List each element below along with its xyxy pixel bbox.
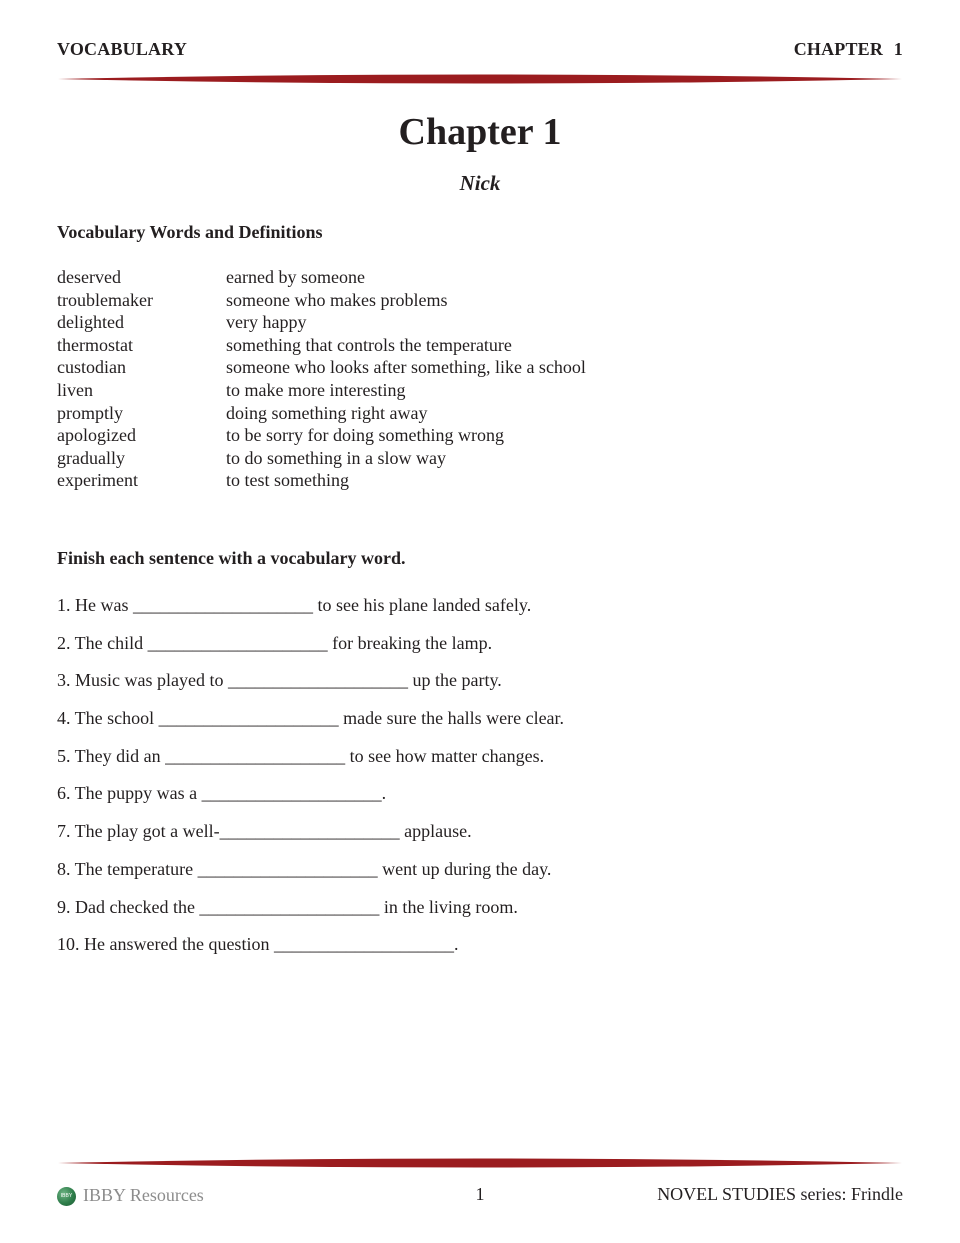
vocab-definition: to do something in a slow way [226,447,446,468]
bottom-divider [58,1156,902,1170]
vocab-heading: Vocabulary Words and Definitions [57,222,323,242]
question-item: 4. The school ____________________ made sure the halls were clear. [57,708,565,729]
question-item: 1. He was ____________________ to see his plane landed safely. [57,595,532,615]
question-item: 5. They did an ____________________ to see how matter changes. [57,745,545,766]
vocab-row [57,356,586,379]
vocab-definition: earned by someone [226,267,365,287]
vocab-row [57,424,586,447]
footer-series: NOVEL STUDIES series: Frindle [657,1184,903,1204]
vocab-list [57,266,586,492]
question-item: 3. Music was played to ____________________ up the party. [57,670,502,691]
vocab-word: thermostat [57,334,133,355]
vocab-definition: someone who looks after something, like a school [226,357,586,378]
header-section-label: VOCABULARY [57,39,188,59]
vocab-word: troublemaker [57,289,153,310]
page-title: Chapter 1 [398,111,562,153]
vocab-definition: to test something [226,470,349,491]
vocab-row [57,447,586,470]
question-list [57,593,564,970]
question-item: 9. Dad checked the ____________________ in the living room. [57,896,518,917]
page-subtitle: Nick [459,171,501,195]
vocab-word: apologized [57,425,136,446]
vocab-word: delighted [57,312,124,333]
vocab-definition: to make more interesting [226,379,406,400]
vocab-word: deserved [57,267,121,287]
vocab-row [57,334,586,357]
footer-publisher: IBBY Resources [83,1185,204,1205]
vocab-row [57,266,586,289]
question-item: 8. The temperature ____________________ went up during the day. [57,858,552,879]
vocab-definition: very happy [226,312,307,333]
vocab-definition: someone who makes problems [226,289,448,310]
question-item: 10. He answered the question ____________________. [57,934,459,955]
vocab-row [57,402,586,425]
vocab-word: gradually [57,447,125,468]
vocab-definition: something that controls the temperature [226,334,512,355]
question-item: 7. The play got a well-____________________ applause. [57,821,472,842]
vocab-definition: doing something right away [226,402,428,423]
vocab-word: custodian [57,357,126,378]
vocab-word: promptly [57,402,123,423]
vocab-row [57,289,586,312]
vocab-definition: to be sorry for doing something wrong [226,425,504,446]
page-number: 1 [475,1184,485,1204]
vocab-row [57,379,586,402]
top-divider [58,72,902,86]
question-item: 6. The puppy was a ____________________. [57,783,387,804]
vocab-word: liven [57,379,93,400]
ibby-globe-icon: IBBY [57,1187,76,1206]
question-item: 2. The child ____________________ for breaking the lamp. [57,632,493,653]
vocab-row [57,469,586,492]
header-chapter-label: CHAPTER 1 [793,39,903,59]
exercise-heading: Finish each sentence with a vocabulary word. [57,548,406,568]
vocab-word: experiment [57,470,138,491]
vocab-row [57,311,586,334]
